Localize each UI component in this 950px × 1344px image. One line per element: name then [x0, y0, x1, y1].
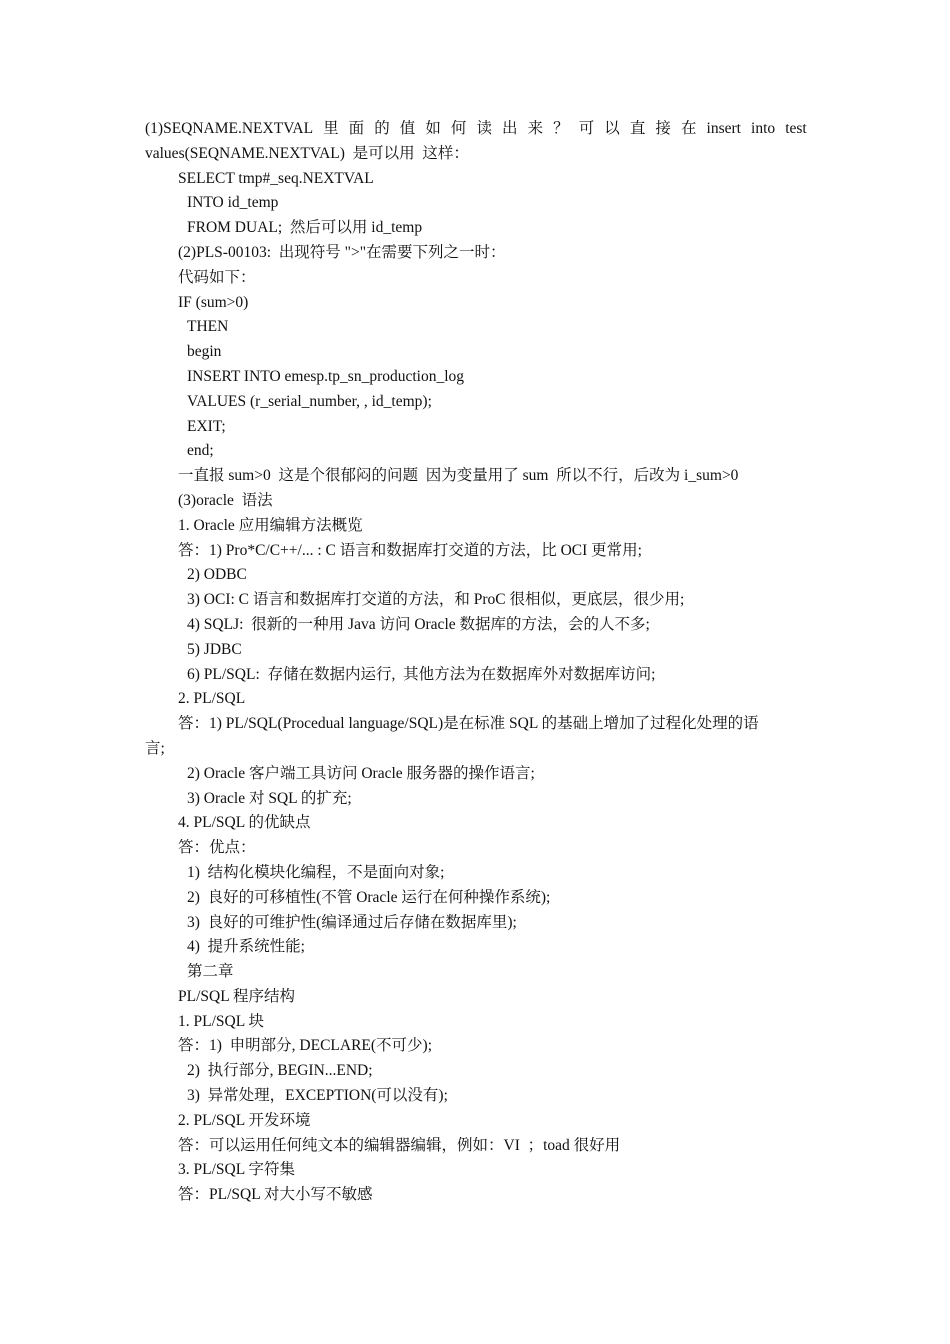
- first-line-word: 的: [374, 120, 390, 137]
- first-line-word: 值: [399, 120, 416, 137]
- text-line: begin: [187, 343, 222, 361]
- text-line: 3) Oracle 对 SQL 的扩充;: [187, 789, 352, 807]
- text-line: 答：优点：: [178, 839, 256, 857]
- text-line: 4. PL/SQL 的优缺点: [178, 814, 311, 832]
- text-line: VALUES (r_serial_number, , id_temp);: [187, 392, 432, 410]
- document-body: [0, 117, 950, 1208]
- first-line-word: test: [785, 120, 807, 137]
- first-line-word: insert: [706, 120, 741, 137]
- text-line: (2)PLS-00103: 出现符号 ">"在需要下列之一时：: [178, 243, 506, 261]
- text-line: (3)oracle 语法: [178, 491, 273, 509]
- first-line-word: 面: [348, 120, 365, 137]
- text-line: 2) Oracle 客户端工具访问 Oracle 服务器的操作语言;: [187, 764, 535, 782]
- text-line: 答：PL/SQL 对大小写不敏感: [178, 1186, 373, 1204]
- first-line-word: 读: [476, 120, 492, 137]
- first-line-word: 可: [578, 120, 595, 137]
- text-line: IF (sum>0): [178, 293, 249, 311]
- first-line-word: 直: [629, 120, 646, 137]
- text-line: 2) 良好的可移植性(不管 Oracle 运行在何种操作系统);: [187, 888, 551, 906]
- text-line: 2) 执行部分, BEGIN...END;: [187, 1062, 373, 1080]
- text-line: INSERT INTO emesp.tp_sn_production_log: [187, 367, 465, 385]
- text-line: 5) JDBC: [187, 640, 242, 658]
- text-line: EXIT;: [187, 417, 226, 435]
- text-line: 3) OCI: C 语言和数据库打交道的方法，和 ProC 很相似，更底层，很少用;: [187, 591, 685, 609]
- text-line: FROM DUAL; 然后可以用 id_temp: [187, 219, 423, 237]
- text-line: 4) 提升系统性能;: [187, 938, 305, 956]
- text-line: 2. PL/SQL 开发环境: [178, 1111, 311, 1129]
- text-line: 1. PL/SQL 块: [178, 1012, 264, 1030]
- text-line: 第二章: [187, 963, 234, 981]
- first-line-word: (1)SEQNAME.NEXTVAL: [145, 120, 314, 137]
- justified-first-line: [0, 117, 950, 142]
- text-line: 一直报 sum>0 这是个很郁闷的问题 因为变量用了 sum 所以不行，后改为 i_sum>0: [178, 467, 739, 485]
- text-line: 3) 良好的可维护性(编译通过后存储在数据库里);: [187, 913, 517, 931]
- first-line-word: 如: [425, 120, 441, 137]
- text-line: values(SEQNAME.NEXTVAL) 是可以用 这样：: [145, 144, 469, 162]
- text-line: 答：可以运用任何纯文本的编辑器编辑，例如：VI ；toad 很好用: [178, 1136, 621, 1154]
- text-line: PL/SQL 程序结构: [178, 987, 295, 1005]
- text-line: end;: [187, 442, 214, 460]
- text-line: 6) PL/SQL: 存储在数据内运行, 其他方法为在数据库外对数据库访问;: [187, 665, 656, 683]
- first-line-word: ？: [553, 120, 569, 137]
- text-line: 2. PL/SQL: [178, 690, 246, 708]
- text-line: 3) 异常处理，EXCEPTION(可以没有);: [187, 1087, 448, 1105]
- first-line-word: 何: [450, 120, 467, 137]
- first-line-word: 接: [655, 120, 671, 137]
- text-line: 代码如下：: [178, 268, 256, 286]
- text-line: 2) ODBC: [187, 566, 247, 584]
- text-line: THEN: [187, 318, 229, 336]
- text-line: 言;: [145, 739, 165, 757]
- first-line-word: 出: [502, 120, 518, 137]
- text-line: 答：1) PL/SQL(Procedual language/SQL)是在标准 SQL 的基础上增加了过程化处理的语: [178, 715, 759, 733]
- text-line: 1) 结构化模块化编程，不是面向对象;: [187, 863, 445, 881]
- text-line: INTO id_temp: [187, 194, 279, 212]
- first-line-word: 在: [680, 120, 697, 137]
- first-line-word: 里: [323, 120, 339, 137]
- text-line: 1. Oracle 应用编辑方法概览: [178, 516, 363, 534]
- text-line: 答：1) Pro*C/C++/... : C 语言和数据库打交道的方法，比 OCI 更常用;: [178, 541, 642, 559]
- first-line-word: 来: [527, 120, 544, 137]
- text-line: 4) SQLJ: 很新的一种用 Java 访问 Oracle 数据库的方法，会的人不多;: [187, 615, 650, 633]
- first-line-word: into: [751, 120, 776, 137]
- text-line: 3. PL/SQL 字符集: [178, 1161, 295, 1179]
- text-line: 答：1) 申明部分, DECLARE(不可少);: [178, 1037, 433, 1055]
- text-line: SELECT tmp#_seq.NEXTVAL: [178, 169, 374, 187]
- first-line-word: 以: [604, 120, 620, 137]
